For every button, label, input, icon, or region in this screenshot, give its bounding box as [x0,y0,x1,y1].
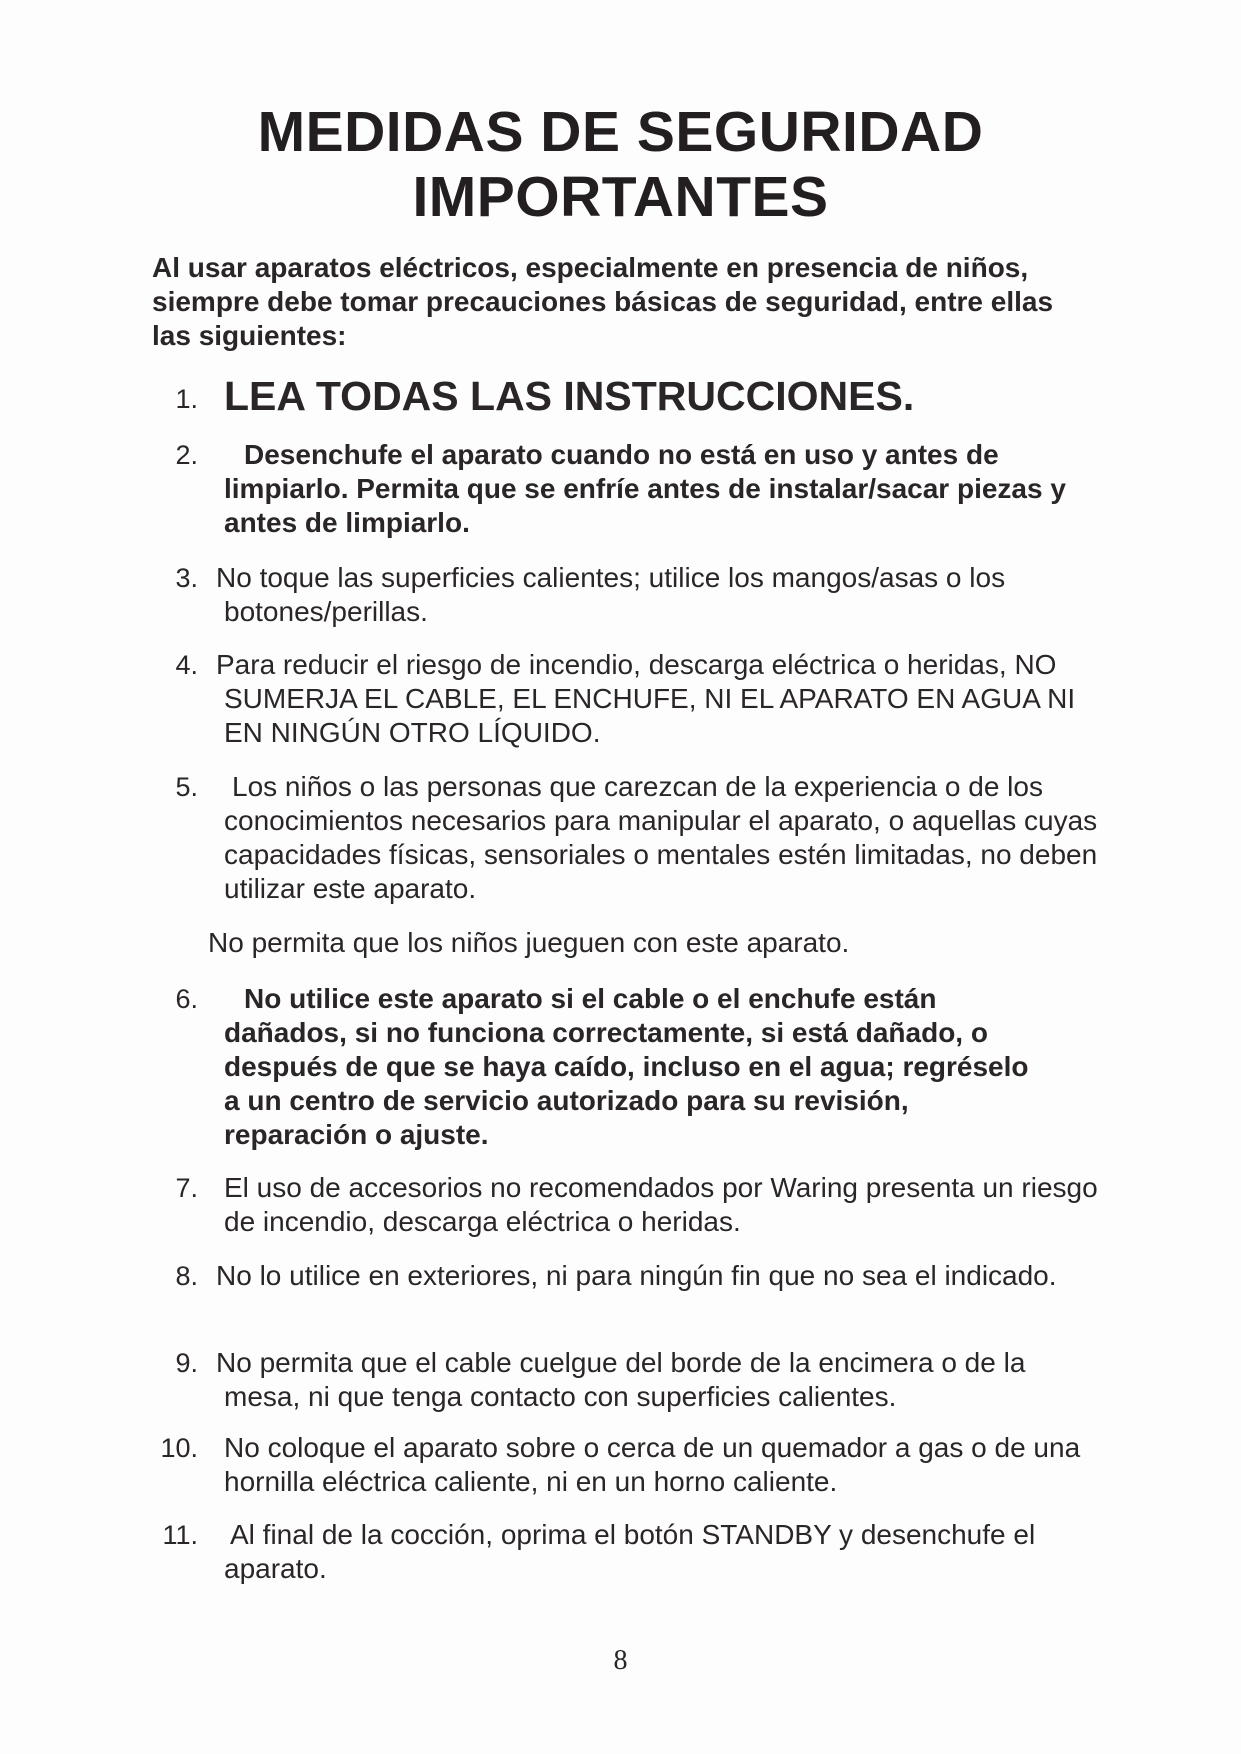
item-text: No permita que el cable cuelgue del borde de la encimera o de la mesa, ni que tenga contacto con superficies calientes. [216,1347,1026,1412]
title-line-1: MEDIDAS DE SEGURIDAD [257,100,984,164]
item-text: No toque las superficies calientes; utilice los mangos/asas o los botones/perillas. [216,562,1006,627]
item-number: 6. [175,984,198,1014]
item-text: LEA TODAS LAS INSTRUCCIONES. [224,373,915,419]
item-text: Los niños o las personas que carezcan de la experiencia o de los conocimientos necesarios para manipular el aparato, o aquellas cuyas capacidades físicas, sensoriales o mentales estén limitadas, no deben utilizar este aparato. [224,771,1098,904]
item-text: No coloque el aparato sobre o cerca de un quemador a gas o de una hornilla eléctrica caliente, ni en un horno caliente. [224,1432,1081,1497]
item-text: No lo utilice en exteriores, ni para ningún fin que no sea el indicado. [216,1260,1057,1291]
item-number: 1. [175,384,198,414]
title-line-2: IMPORTANTES [412,165,829,229]
item-number: 2. [175,440,198,470]
item-number: 9. [175,1348,198,1378]
intro-paragraph: Al usar aparatos eléctricos, especialmente en presencia de niños, siempre debe tomar precauciones básicas de seguridad, entre ellas las siguientes: [152,252,1054,351]
item-text: Desenchufe el aparato cuando no está en uso y antes de limpiarlo. Permita que se enfríe antes de instalar/sacar piezas y antes de limpiarlo. [224,439,1066,538]
item-number: 3. [175,563,198,593]
item-number: 7. [175,1173,198,1203]
item-number: 11. [162,1520,198,1550]
item-text: El uso de accesorios no recomendados por Waring presenta un riesgo de incendio, descarga eléctrica o heridas. [224,1172,1098,1237]
item-text: Para reducir el riesgo de incendio, descarga eléctrica o heridas, NO SUMERJA EL CABLE, EL ENCHUFE, NI EL APARATO EN AGUA NI EN NINGÚN OTRO LÍQUIDO. [216,649,1076,748]
item-text: No permita que los niños jueguen con este aparato. [208,927,850,958]
item-number: 4. [175,650,198,680]
page-number: 8 [613,1645,628,1676]
page-title [0,100,1241,230]
item-text: No utilice este aparato si el cable o el enchufe están dañados, si no funciona correctamente, si está dañado, o después de que se haya caído, incluso en el agua; regréselo a un centro de servicio autorizado para su revisión, reparación o ajuste. [224,983,1029,1150]
item-number: 8. [175,1261,198,1291]
item-number: 10. [160,1433,198,1463]
item-number: 5. [175,772,198,802]
item-text: Al final de la cocción, oprima el botón STANDBY y desenchufe el aparato. [224,1519,1036,1584]
